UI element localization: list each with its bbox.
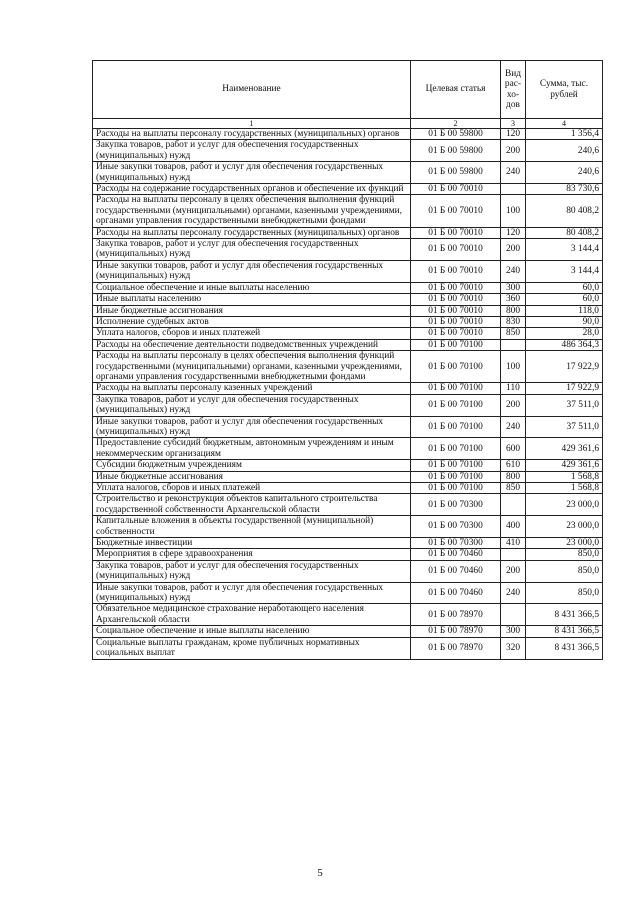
column-number: 2: [411, 119, 501, 129]
row-code-cell: 01 Б 00 70010: [411, 328, 501, 339]
table-row: [93, 460, 603, 471]
header-type: Вид рас-хо-дов: [501, 61, 526, 119]
row-code-cell: 01 Б 00 70010: [411, 195, 501, 227]
row-name-cell: Закупка товаров, работ и услуг для обеспечения государственных (муниципальных) нужд: [93, 239, 411, 261]
row-code-cell: 01 Б 00 78970: [411, 626, 501, 637]
table-row: [93, 129, 603, 140]
row-code-cell: 01 Б 00 70100: [411, 394, 501, 416]
row-type-cell: 610: [501, 460, 526, 471]
table-row: [93, 305, 603, 316]
row-sum-cell: 240,6: [526, 140, 603, 162]
header-row: [93, 61, 603, 119]
column-number: 1: [93, 119, 411, 129]
row-code-cell: 01 Б 00 70300: [411, 516, 501, 538]
row-name-cell: Бюджетные инвестиции: [93, 538, 411, 549]
table-row: [93, 383, 603, 394]
table-row: [93, 351, 603, 383]
table-row: [93, 195, 603, 227]
row-sum-cell: 3 144,4: [526, 260, 603, 282]
row-code-cell: 01 Б 00 70460: [411, 549, 501, 560]
row-name-cell: Закупка товаров, работ и услуг для обеспечения государственных (муниципальных) нужд: [93, 140, 411, 162]
row-type-cell: 110: [501, 383, 526, 394]
row-code-cell: 01 Б 00 70100: [411, 351, 501, 383]
table-row: [93, 438, 603, 460]
budget-table: [92, 60, 603, 660]
row-type-cell: 200: [501, 394, 526, 416]
row-sum-cell: 118,0: [526, 305, 603, 316]
row-code-cell: 01 Б 00 59800: [411, 162, 501, 184]
row-type-cell: 400: [501, 516, 526, 538]
row-code-cell: 01 Б 00 70010: [411, 305, 501, 316]
row-sum-cell: 240,6: [526, 162, 603, 184]
row-sum-cell: 850,0: [526, 582, 603, 604]
row-sum-cell: 850,0: [526, 560, 603, 582]
table-row: [93, 626, 603, 637]
row-code-cell: 01 Б 00 70010: [411, 227, 501, 238]
table-row: [93, 260, 603, 282]
header-sum: Сумма, тыс. рублей: [526, 61, 603, 119]
row-type-cell: [501, 184, 526, 195]
row-sum-cell: 8 431 366,5: [526, 604, 603, 626]
row-type-cell: 120: [501, 129, 526, 140]
row-name-cell: Иные закупки товаров, работ и услуг для обеспечения государственных (муниципальных) нужд: [93, 260, 411, 282]
row-sum-cell: 3 144,4: [526, 239, 603, 261]
table-row: [93, 637, 603, 659]
row-code-cell: 01 Б 00 70100: [411, 438, 501, 460]
row-code-cell: 01 Б 00 70010: [411, 260, 501, 282]
row-name-cell: Иные бюджетные ассигнования: [93, 305, 411, 316]
page-number: 5: [317, 867, 323, 879]
row-type-cell: [501, 549, 526, 560]
table-row: [93, 328, 603, 339]
row-name-cell: Иные закупки товаров, работ и услуг для обеспечения государственных (муниципальных) нужд: [93, 416, 411, 438]
row-sum-cell: 80 408,2: [526, 195, 603, 227]
row-sum-cell: 23 000,0: [526, 516, 603, 538]
row-type-cell: [501, 339, 526, 350]
row-code-cell: 01 Б 00 70100: [411, 339, 501, 350]
table-row: [93, 560, 603, 582]
row-name-cell: Иные закупки товаров, работ и услуг для обеспечения государственных (муниципальных) нужд: [93, 162, 411, 184]
column-number-row: [93, 119, 603, 129]
row-name-cell: Социальное обеспечение и иные выплаты населению: [93, 282, 411, 293]
row-type-cell: 120: [501, 227, 526, 238]
row-type-cell: 800: [501, 471, 526, 482]
table-row: [93, 294, 603, 305]
row-name-cell: Капитальные вложения в объекты государственной (муниципальной) собственности: [93, 516, 411, 538]
row-name-cell: Субсидии бюджетным учреждениям: [93, 460, 411, 471]
row-sum-cell: 37 511,0: [526, 394, 603, 416]
row-type-cell: 240: [501, 416, 526, 438]
row-sum-cell: 23 000,0: [526, 494, 603, 516]
row-code-cell: 01 Б 00 70010: [411, 184, 501, 195]
row-type-cell: 850: [501, 328, 526, 339]
row-type-cell: 850: [501, 483, 526, 494]
row-code-cell: 01 Б 00 70100: [411, 416, 501, 438]
row-sum-cell: 486 364,3: [526, 339, 603, 350]
table-row: [93, 394, 603, 416]
table-row: [93, 516, 603, 538]
table-row: [93, 162, 603, 184]
row-code-cell: 01 Б 00 78970: [411, 637, 501, 659]
row-type-cell: 240: [501, 260, 526, 282]
row-code-cell: 01 Б 00 70100: [411, 471, 501, 482]
row-name-cell: Закупка товаров, работ и услуг для обеспечения государственных (муниципальных) нужд: [93, 394, 411, 416]
row-code-cell: 01 Б 00 70100: [411, 460, 501, 471]
column-number: 4: [526, 119, 603, 129]
row-name-cell: Обязательное медицинское страхование неработающего населения Архангельской области: [93, 604, 411, 626]
row-sum-cell: 80 408,2: [526, 227, 603, 238]
row-name-cell: Расходы на содержание государственных органов и обеспечение их функций: [93, 184, 411, 195]
row-name-cell: Закупка товаров, работ и услуг для обеспечения государственных (муниципальных) нужд: [93, 560, 411, 582]
row-sum-cell: 17 922,9: [526, 383, 603, 394]
row-sum-cell: 23 000,0: [526, 538, 603, 549]
header-code: Целевая статья: [411, 61, 501, 119]
row-sum-cell: 90,0: [526, 316, 603, 327]
row-sum-cell: 1 356,4: [526, 129, 603, 140]
row-sum-cell: 1 568,8: [526, 483, 603, 494]
table-row: [93, 140, 603, 162]
row-type-cell: 100: [501, 195, 526, 227]
row-name-cell: Расходы на выплаты персоналу в целях обеспечения выполнения функций государственными (муниципальными) органами, казенными учреждениями, органами управления государственными внебюджетными фондами: [93, 351, 411, 383]
row-name-cell: Расходы на выплаты персоналу государственных (муниципальных) органов: [93, 227, 411, 238]
row-sum-cell: 850,0: [526, 549, 603, 560]
row-type-cell: 240: [501, 582, 526, 604]
table-row: [93, 582, 603, 604]
row-code-cell: 01 Б 00 59800: [411, 140, 501, 162]
row-name-cell: Исполнение судебных актов: [93, 316, 411, 327]
row-type-cell: 830: [501, 316, 526, 327]
table-row: [93, 494, 603, 516]
row-type-cell: 410: [501, 538, 526, 549]
table-row: [93, 184, 603, 195]
table-row: [93, 416, 603, 438]
row-type-cell: 200: [501, 239, 526, 261]
row-name-cell: Уплата налогов, сборов и иных платежей: [93, 328, 411, 339]
row-type-cell: 200: [501, 140, 526, 162]
row-name-cell: Уплата налогов, сборов и иных платежей: [93, 483, 411, 494]
row-code-cell: 01 Б 00 70300: [411, 538, 501, 549]
row-type-cell: 320: [501, 637, 526, 659]
row-type-cell: 360: [501, 294, 526, 305]
row-name-cell: Строительство и реконструкция объектов капитального строительства государственной собственности Архангельской области: [93, 494, 411, 516]
table-row: [93, 604, 603, 626]
row-name-cell: Иные бюджетные ассигнования: [93, 471, 411, 482]
header-name: Наименование: [93, 61, 411, 119]
row-type-cell: 240: [501, 162, 526, 184]
row-name-cell: Расходы на выплаты персоналу государственных (муниципальных) органов: [93, 129, 411, 140]
row-name-cell: Расходы на выплаты персоналу казенных учреждений: [93, 383, 411, 394]
table-row: [93, 471, 603, 482]
row-code-cell: 01 Б 00 70300: [411, 494, 501, 516]
row-sum-cell: 37 511,0: [526, 416, 603, 438]
row-code-cell: 01 Б 00 70010: [411, 282, 501, 293]
row-type-cell: [501, 494, 526, 516]
table-row: [93, 549, 603, 560]
row-type-cell: 300: [501, 282, 526, 293]
row-name-cell: Мероприятия в сфере здравоохранения: [93, 549, 411, 560]
row-name-cell: Предоставление субсидий бюджетным, автономным учреждениям и иным некоммерческим организациям: [93, 438, 411, 460]
table-row: [93, 316, 603, 327]
table-row: [93, 339, 603, 350]
row-sum-cell: 8 431 366,5: [526, 626, 603, 637]
row-code-cell: 01 Б 00 59800: [411, 129, 501, 140]
row-sum-cell: 28,0: [526, 328, 603, 339]
row-sum-cell: 8 431 366,5: [526, 637, 603, 659]
row-name-cell: Социальные выплаты гражданам, кроме публичных нормативных социальных выплат: [93, 637, 411, 659]
row-type-cell: 200: [501, 560, 526, 582]
row-sum-cell: 429 361,6: [526, 438, 603, 460]
row-code-cell: 01 Б 00 70010: [411, 294, 501, 305]
row-sum-cell: 83 730,6: [526, 184, 603, 195]
row-sum-cell: 60,0: [526, 282, 603, 293]
row-code-cell: 01 Б 00 70460: [411, 582, 501, 604]
row-type-cell: [501, 604, 526, 626]
row-type-cell: 300: [501, 626, 526, 637]
table-row: [93, 538, 603, 549]
row-code-cell: 01 Б 00 70010: [411, 239, 501, 261]
table-row: [93, 483, 603, 494]
row-name-cell: Расходы на выплаты персоналу в целях обеспечения выполнения функций государственными (муниципальными) органами, казенными учреждениями, органами управления государственными внебюджетными фондами: [93, 195, 411, 227]
row-name-cell: Иные выплаты населению: [93, 294, 411, 305]
row-code-cell: 01 Б 00 78970: [411, 604, 501, 626]
row-code-cell: 01 Б 00 70460: [411, 560, 501, 582]
row-sum-cell: 60,0: [526, 294, 603, 305]
table-row: [93, 282, 603, 293]
table-row: [93, 239, 603, 261]
row-sum-cell: 17 922,9: [526, 351, 603, 383]
row-type-cell: 600: [501, 438, 526, 460]
row-name-cell: Расходы на обеспечение деятельности подведомственных учреждений: [93, 339, 411, 350]
row-sum-cell: 429 361,6: [526, 460, 603, 471]
row-name-cell: Социальное обеспечение и иные выплаты населению: [93, 626, 411, 637]
row-code-cell: 01 Б 00 70100: [411, 483, 501, 494]
row-code-cell: 01 Б 00 70010: [411, 316, 501, 327]
row-type-cell: 100: [501, 351, 526, 383]
row-type-cell: 800: [501, 305, 526, 316]
row-name-cell: Иные закупки товаров, работ и услуг для обеспечения государственных (муниципальных) нужд: [93, 582, 411, 604]
table-row: [93, 227, 603, 238]
column-number: 3: [501, 119, 526, 129]
row-code-cell: 01 Б 00 70100: [411, 383, 501, 394]
row-sum-cell: 1 568,8: [526, 471, 603, 482]
table-body: [93, 129, 603, 660]
